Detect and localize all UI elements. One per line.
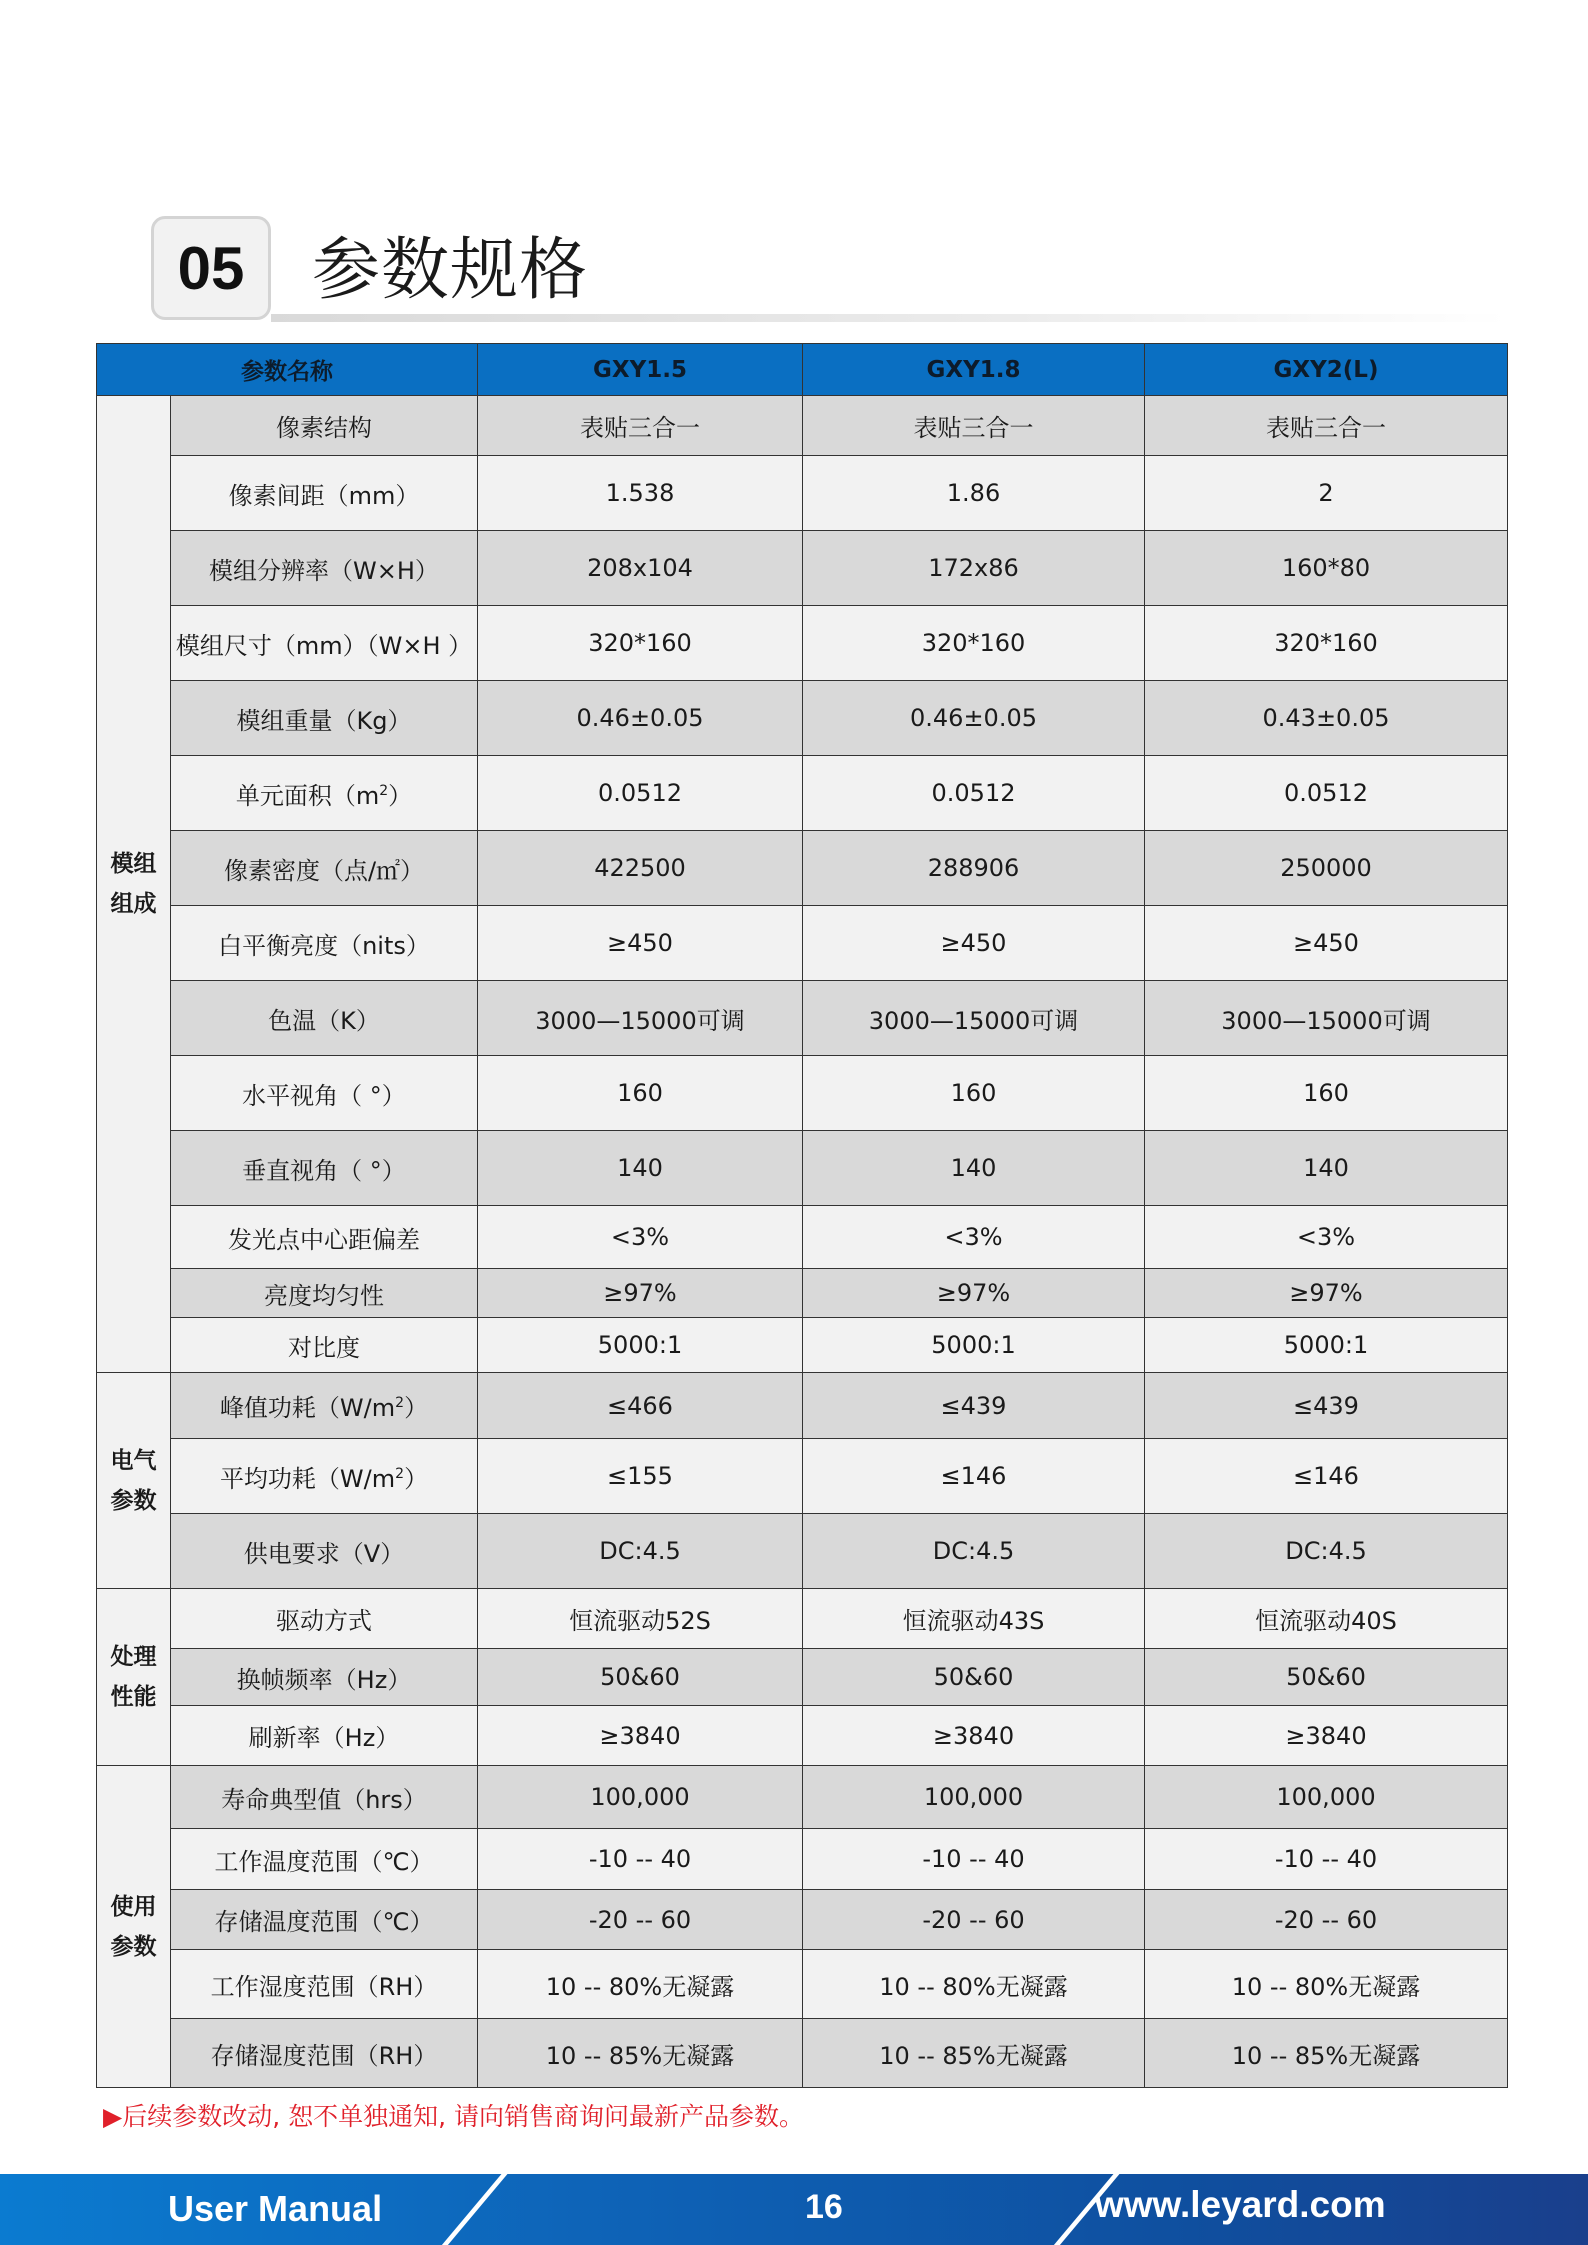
param-name-cell <box>171 1649 478 1706</box>
footer-manual-label: User Manual <box>168 2188 383 2229</box>
value-cell: 10 -- 80%无凝露 <box>803 1950 1145 2019</box>
header-model-1: GXY1.5 <box>478 344 803 396</box>
value-cell: -10 -- 40 <box>803 1829 1145 1890</box>
value-cell: 10 -- 85%无凝露 <box>478 2019 803 2088</box>
param-unit-superscript: 2 <box>379 782 389 799</box>
spec-table <box>96 343 1508 2088</box>
param-label: 像素密度（点/㎡） <box>223 856 425 885</box>
value-cell: <3% <box>803 1206 1145 1269</box>
param-label-end: ） <box>388 781 413 810</box>
param-label: 像素结构 <box>276 414 372 442</box>
param-label: 换帧频率（Hz） <box>236 1665 412 1694</box>
value-cell: 100,000 <box>803 1766 1145 1829</box>
param-name-cell <box>171 1950 478 2019</box>
value-cell: 恒流驱动43S <box>803 1589 1145 1649</box>
param-name-cell <box>171 1829 478 1890</box>
value-cell: 50&60 <box>803 1649 1145 1706</box>
value-cell: ≥3840 <box>1145 1706 1508 1766</box>
value-cell: 0.0512 <box>478 756 803 831</box>
table-row <box>97 606 1508 681</box>
value-cell: 表贴三合一 <box>1145 396 1508 456</box>
value-cell: ≥450 <box>1145 906 1508 981</box>
value-cell: 320*160 <box>1145 606 1508 681</box>
param-label: 垂直视角（ °） <box>242 1156 406 1185</box>
param-name-cell <box>171 1439 478 1514</box>
value-cell: ≤466 <box>478 1373 803 1439</box>
value-cell: ≥97% <box>803 1269 1145 1318</box>
param-label: 刷新率（Hz） <box>248 1724 400 1752</box>
value-cell: 160 <box>478 1056 803 1131</box>
table-row <box>97 1056 1508 1131</box>
value-cell: -20 -- 60 <box>478 1890 803 1950</box>
param-name-cell <box>171 681 478 756</box>
param-label: 工作温度范围（℃） <box>214 1847 434 1876</box>
value-cell: 100,000 <box>478 1766 803 1829</box>
value-cell: 320*160 <box>803 606 1145 681</box>
value-cell: 0.0512 <box>1145 756 1508 831</box>
value-cell: ≥450 <box>478 906 803 981</box>
value-cell: <3% <box>478 1206 803 1269</box>
value-cell: ≥3840 <box>803 1706 1145 1766</box>
table-row <box>97 756 1508 831</box>
param-name-cell <box>171 1589 478 1649</box>
param-label-end: ） <box>404 1464 429 1493</box>
value-cell: DC:4.5 <box>478 1514 803 1589</box>
value-cell: ≥450 <box>803 906 1145 981</box>
value-cell: 5000:1 <box>478 1318 803 1373</box>
table-row <box>97 906 1508 981</box>
value-cell: 恒流驱动40S <box>1145 1589 1508 1649</box>
value-cell: 10 -- 80%无凝露 <box>478 1950 803 2019</box>
value-cell: ≤146 <box>803 1439 1145 1514</box>
value-cell: -10 -- 40 <box>1145 1829 1508 1890</box>
table-row <box>97 1890 1508 1950</box>
table-row <box>97 1766 1508 1829</box>
param-label: 平均功耗（W/m <box>219 1464 396 1493</box>
value-cell: -20 -- 60 <box>1145 1890 1508 1950</box>
param-label: 白平衡亮度（nits） <box>218 931 430 960</box>
param-label: 像素间距（mm） <box>228 481 420 510</box>
value-cell: ≤439 <box>1145 1373 1508 1439</box>
header-model-3: GXY2(L) <box>1145 344 1508 396</box>
table-row <box>97 1318 1508 1373</box>
value-cell: 5000:1 <box>803 1318 1145 1373</box>
param-label: 模组重量（Kg） <box>236 706 412 735</box>
page-footer <box>0 2174 1588 2245</box>
param-name-cell <box>171 1706 478 1766</box>
param-name-cell <box>171 456 478 531</box>
value-cell: 10 -- 85%无凝露 <box>803 2019 1145 2088</box>
table-row <box>97 1706 1508 1766</box>
table-row <box>97 681 1508 756</box>
param-label: 水平视角（ °） <box>242 1081 406 1110</box>
value-cell: 208x104 <box>478 531 803 606</box>
param-name-cell <box>171 1131 478 1206</box>
value-cell: DC:4.5 <box>1145 1514 1508 1589</box>
param-label: 对比度 <box>288 1333 360 1362</box>
footer-website: www.leyard.com <box>1095 2184 1386 2225</box>
value-cell: 0.46±0.05 <box>803 681 1145 756</box>
group-label: 处理 性能 <box>97 1589 171 1766</box>
param-label: 发光点中心距偏差 <box>228 1225 420 1254</box>
param-label: 峰值功耗（W/m <box>219 1394 396 1422</box>
value-cell: 2 <box>1145 456 1508 531</box>
table-row <box>97 531 1508 606</box>
page-number: 16 <box>805 2188 843 2226</box>
value-cell: ≤439 <box>803 1373 1145 1439</box>
table-header-row <box>97 344 1508 396</box>
param-name-cell <box>171 981 478 1056</box>
section-title: 参数规格 <box>312 231 589 310</box>
param-label: 存储湿度范围（RH） <box>210 2041 438 2070</box>
param-unit-superscript: 2 <box>395 1395 405 1411</box>
param-name-cell <box>171 1766 478 1829</box>
table-row <box>97 2019 1508 2088</box>
value-cell: 160 <box>1145 1056 1508 1131</box>
header-model-2: GXY1.8 <box>803 344 1145 396</box>
param-label: 寿命典型值（hrs） <box>221 1785 427 1814</box>
value-cell: 422500 <box>478 831 803 906</box>
table-row <box>97 1131 1508 1206</box>
value-cell: 160 <box>803 1056 1145 1131</box>
table-row <box>97 831 1508 906</box>
param-label: 模组尺寸（mm）（W×H ） <box>175 631 473 660</box>
param-name-cell <box>171 906 478 981</box>
table-row <box>97 1589 1508 1649</box>
param-name-cell <box>171 1373 478 1439</box>
param-label: 存储温度范围（℃） <box>214 1908 434 1936</box>
value-cell: 3000—15000可调 <box>1145 981 1508 1056</box>
table-row <box>97 1950 1508 2019</box>
value-cell: 250000 <box>1145 831 1508 906</box>
value-cell: ≥97% <box>1145 1269 1508 1318</box>
param-label: 色温（K） <box>268 1006 380 1035</box>
value-cell: 140 <box>1145 1131 1508 1206</box>
group-label: 使用 参数 <box>97 1766 171 2088</box>
value-cell: 1.538 <box>478 456 803 531</box>
param-name-cell <box>171 1269 478 1318</box>
value-cell: 恒流驱动52S <box>478 1589 803 1649</box>
title-divider <box>271 314 1507 322</box>
table-row <box>97 1649 1508 1706</box>
param-label: 工作湿度范围（RH） <box>210 1972 438 2001</box>
value-cell: 160*80 <box>1145 531 1508 606</box>
value-cell: 100,000 <box>1145 1766 1508 1829</box>
param-name-cell <box>171 531 478 606</box>
param-name-cell <box>171 1056 478 1131</box>
value-cell: 50&60 <box>478 1649 803 1706</box>
header-param-name: 参数名称 <box>97 344 478 396</box>
group-label: 模组 组成 <box>97 396 171 1373</box>
value-cell: 172x86 <box>803 531 1145 606</box>
value-cell: ≤146 <box>1145 1439 1508 1514</box>
param-name-cell <box>171 2019 478 2088</box>
value-cell: 140 <box>478 1131 803 1206</box>
value-cell: <3% <box>1145 1206 1508 1269</box>
value-cell: 0.0512 <box>803 756 1145 831</box>
value-cell: -20 -- 60 <box>803 1890 1145 1950</box>
value-cell: 0.46±0.05 <box>478 681 803 756</box>
param-name-cell <box>171 1890 478 1950</box>
value-cell: DC:4.5 <box>803 1514 1145 1589</box>
value-cell: ≥3840 <box>478 1706 803 1766</box>
param-name-cell <box>171 831 478 906</box>
value-cell: 表贴三合一 <box>478 396 803 456</box>
value-cell: 320*160 <box>478 606 803 681</box>
param-label: 单元面积（m <box>235 781 380 810</box>
param-name-cell <box>171 1318 478 1373</box>
param-label: 供电要求（V） <box>243 1539 405 1568</box>
param-name-cell <box>171 1206 478 1269</box>
param-label: 模组分辨率（W×H） <box>209 556 439 585</box>
table-row <box>97 456 1508 531</box>
param-label-end: ） <box>404 1394 429 1422</box>
value-cell: 50&60 <box>1145 1649 1508 1706</box>
param-unit-superscript: 2 <box>395 1465 405 1482</box>
footnote: ▶后续参数改动, 恕不单独通知, 请向销售商询问最新产品参数。 <box>103 2102 805 2131</box>
value-cell: 140 <box>803 1131 1145 1206</box>
value-cell: 表贴三合一 <box>803 396 1145 456</box>
param-name-cell <box>171 1514 478 1589</box>
value-cell: 288906 <box>803 831 1145 906</box>
value-cell: 1.86 <box>803 456 1145 531</box>
table-row <box>97 396 1508 456</box>
group-label: 电气 参数 <box>97 1373 171 1589</box>
value-cell: 5000:1 <box>1145 1318 1508 1373</box>
table-row <box>97 981 1508 1056</box>
param-name-cell <box>171 396 478 456</box>
value-cell: -10 -- 40 <box>478 1829 803 1890</box>
table-row <box>97 1373 1508 1439</box>
table-row <box>97 1206 1508 1269</box>
value-cell: 10 -- 85%无凝露 <box>1145 2019 1508 2088</box>
footer-divider <box>430 2174 516 2245</box>
value-cell: ≤155 <box>478 1439 803 1514</box>
value-cell: 3000—15000可调 <box>478 981 803 1056</box>
table-row <box>97 1514 1508 1589</box>
param-label: 驱动方式 <box>276 1607 372 1635</box>
param-name-cell <box>171 606 478 681</box>
table-row <box>97 1269 1508 1318</box>
param-name-cell <box>171 756 478 831</box>
value-cell: ≥97% <box>478 1269 803 1318</box>
value-cell: 3000—15000可调 <box>803 981 1145 1056</box>
table-row <box>97 1439 1508 1514</box>
param-label: 亮度均匀性 <box>264 1281 384 1310</box>
value-cell: 0.43±0.05 <box>1145 681 1508 756</box>
table-row <box>97 1829 1508 1890</box>
value-cell: 10 -- 80%无凝露 <box>1145 1950 1508 2019</box>
section-number-badge: 05 <box>151 216 271 320</box>
